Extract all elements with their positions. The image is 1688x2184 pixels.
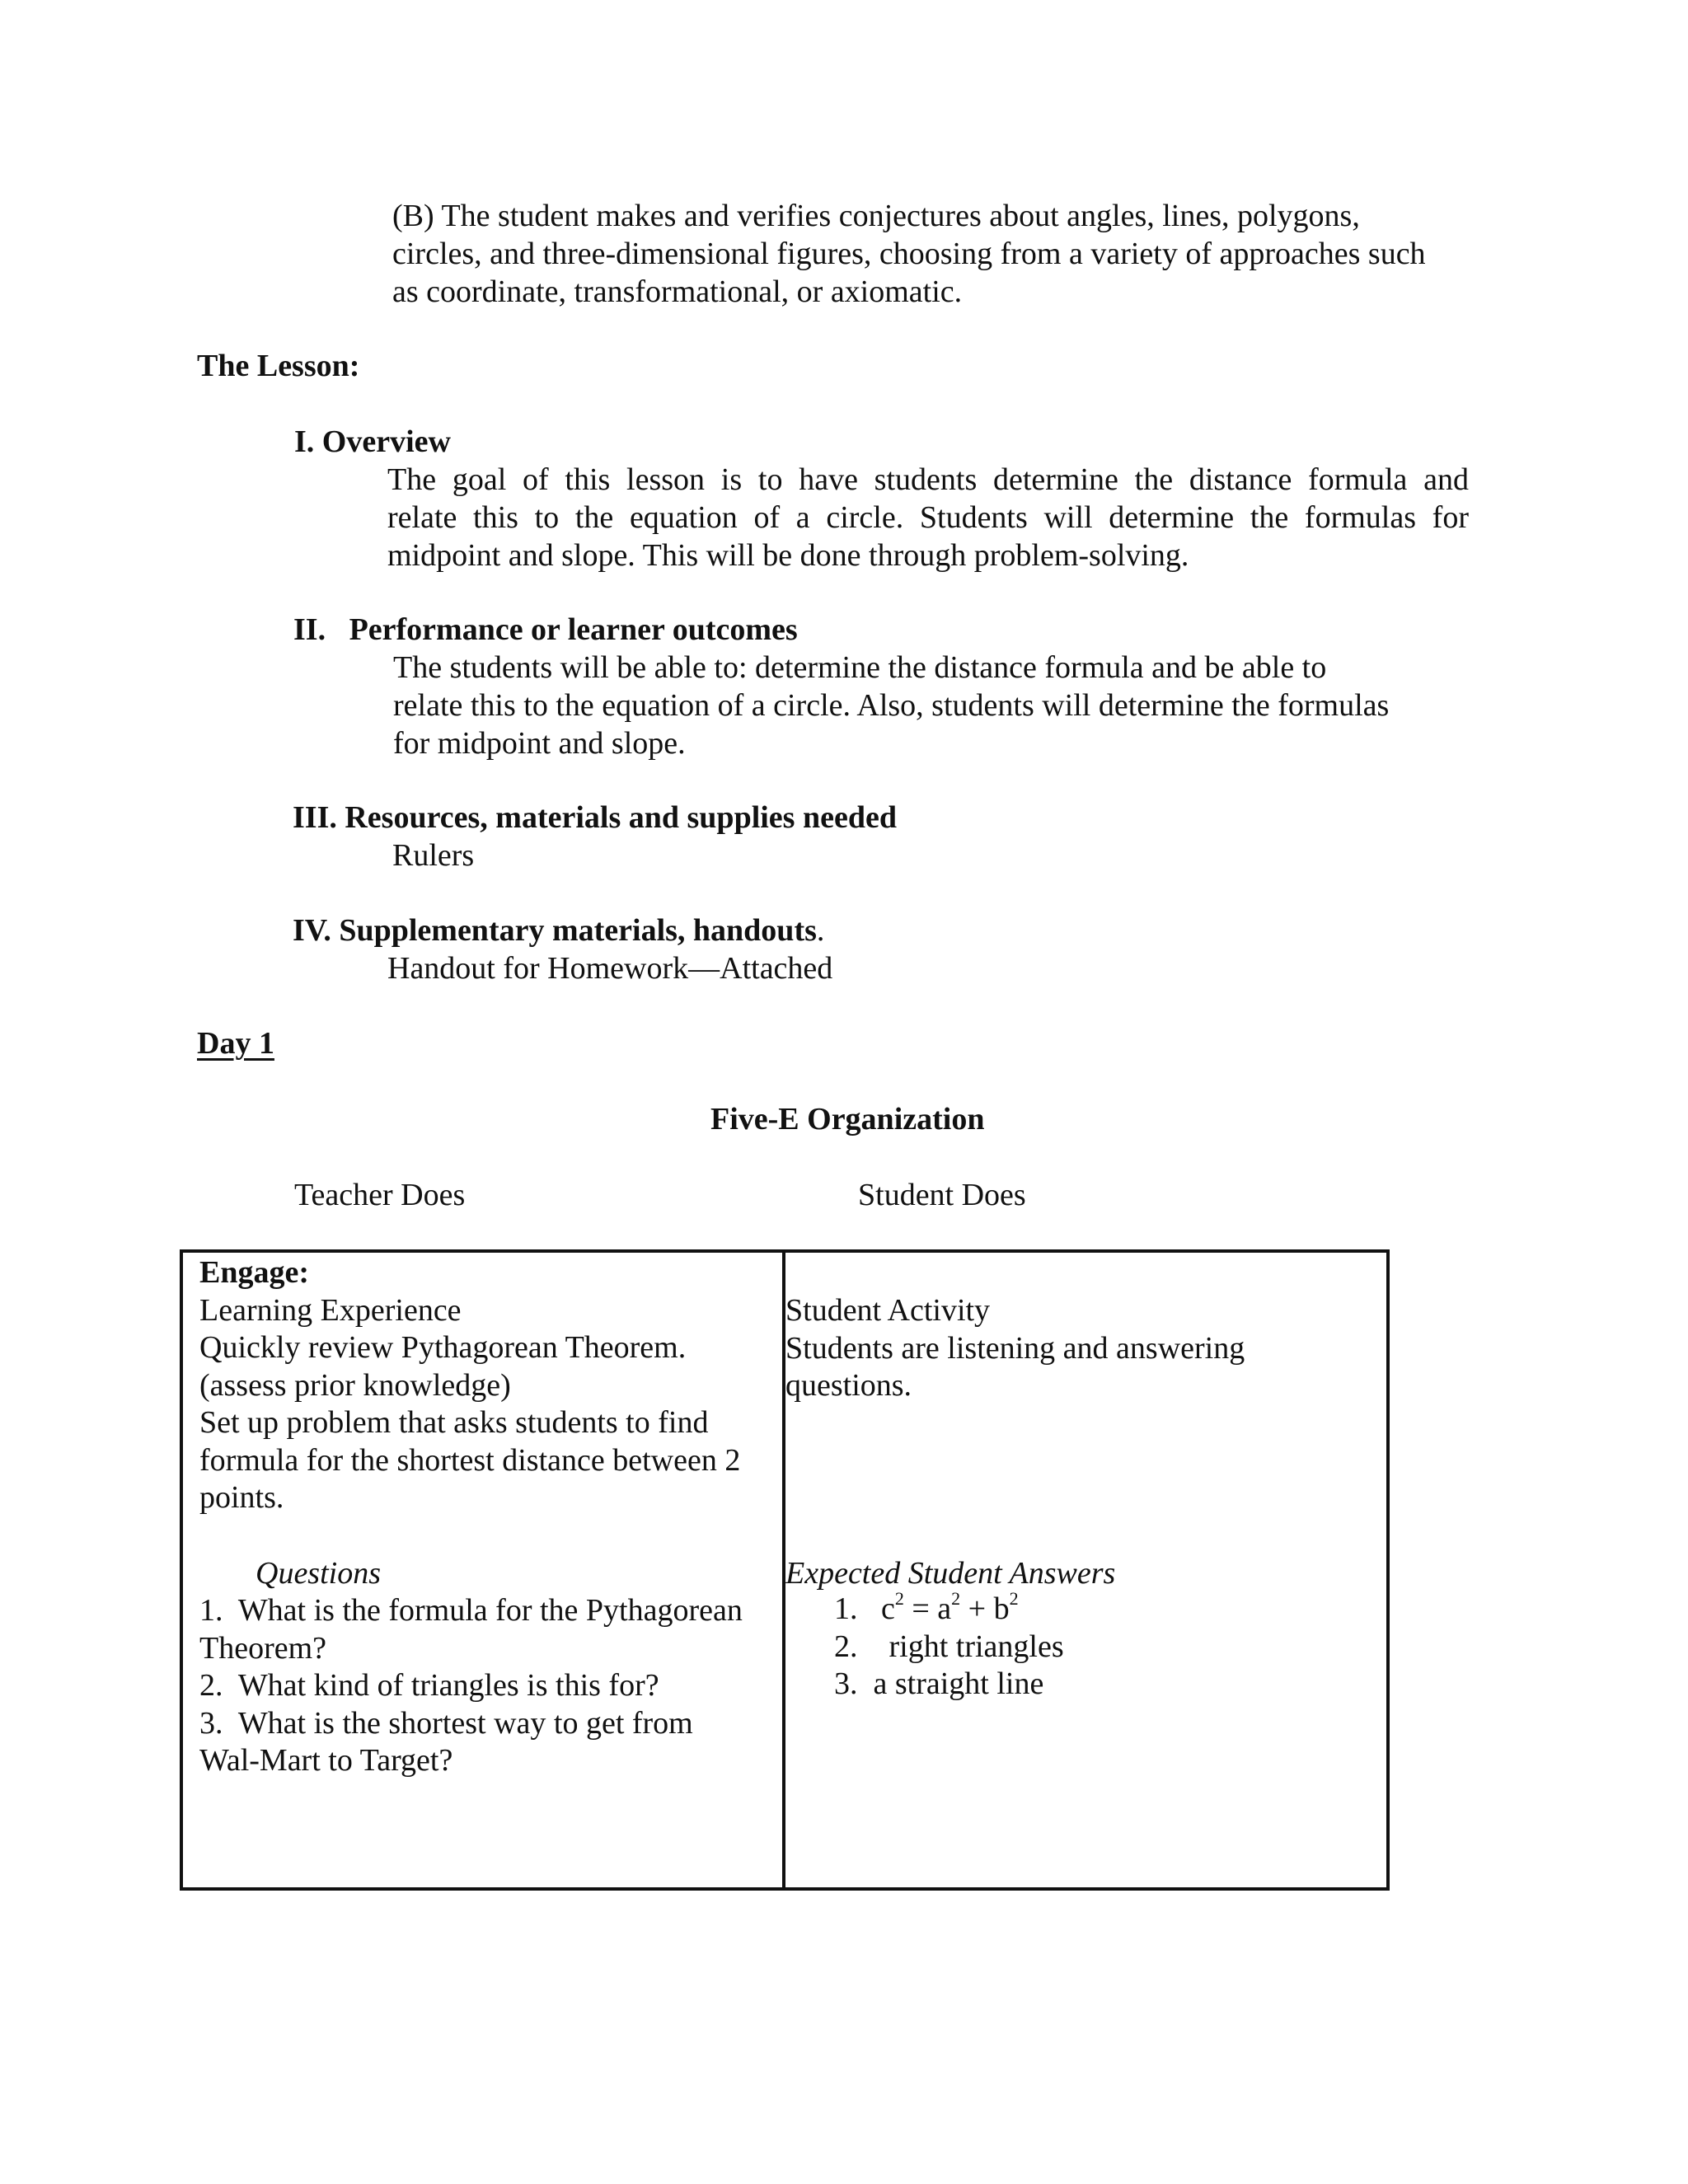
student-column-header: Student Does [858,1178,1026,1212]
teacher-line: Learning Experience [199,1292,462,1328]
standard-b-text [392,197,1426,311]
supplementary-heading: IV. Supplementary materials, handouts [293,913,817,948]
answer-number: 2. [834,1629,858,1664]
supplementary-body: Handout for Homework—Attached [387,951,833,986]
answer-text: right triangles [889,1629,1064,1664]
teacher-cell [199,1254,740,1517]
standard-b-line: as coordinate, transformational, or axiomatic. [392,274,963,309]
teacher-line: Quickly review Pythagorean Theorem. [199,1330,687,1365]
answer-item [834,1588,1064,1629]
question-line: 2. What kind of triangles is this for? [199,1668,659,1703]
teacher-line: Set up problem that asks students to find [199,1405,709,1440]
teacher-line: formula for the shortest distance between 2 [199,1442,741,1478]
teacher-line: points. [199,1480,284,1515]
overview-body [387,461,1469,574]
answer-item [834,1666,1064,1704]
student-line: Students are listening and answering [785,1330,1245,1366]
answer-number: 1. [834,1591,858,1626]
five-e-title: Five-E Organization [710,1102,985,1137]
overview-line: midpoint and slope. This will be done through problem-solving. [387,538,1189,573]
resources-heading: III. Resources, materials and supplies needed [293,800,897,835]
supplementary-heading-period: . [816,913,825,948]
questions-list [199,1592,743,1780]
outcomes-body [393,649,1389,762]
answers-list [834,1588,1064,1704]
engage-label: Engage: [199,1255,309,1290]
answer-item [834,1629,1064,1666]
standard-b-line: circles, and three-dimensional figures, choosing from a variety of approaches such [392,237,1426,271]
student-line: Student Activity [785,1293,991,1328]
question-line: Wal-Mart to Target? [199,1743,453,1778]
overview-heading: I. Overview [294,424,451,459]
student-cell [785,1292,1245,1405]
answer-number: 3. [834,1666,858,1701]
day-heading: Day 1 [197,1026,274,1061]
question-line: 3. What is the shortest way to get from [199,1705,693,1741]
lesson-heading: The Lesson: [197,349,360,383]
question-line: Theorem? [199,1630,327,1666]
teacher-line: (assess prior knowledge) [199,1367,511,1403]
outcomes-heading: II. Performance or learner outcomes [293,612,798,647]
overview-line: relate this to the equation of a circle. Students will determine the formulas for [387,500,1469,535]
outcomes-line: for midpoint and slope. [393,726,686,761]
questions-label: Questions [256,1556,381,1591]
overview-line: The goal of this lesson is to have students determine the distance formula and [387,462,1469,497]
supplementary-heading-row [293,912,824,949]
student-line: questions. [785,1368,912,1403]
teacher-column-header: Teacher Does [294,1178,466,1212]
answer-formula: $c^2 = a^2 + b^2$ [881,1588,1019,1626]
outcomes-line: The students will be able to: determine the distance formula and be able to [393,650,1327,685]
resources-body: Rulers [392,838,475,873]
question-line: 1. What is the formula for the Pythagorean [199,1593,743,1628]
standard-b-line: (B) The student makes and verifies conjectures about angles, lines, polygons, [392,199,1360,233]
answers-label: Expected Student Answers [785,1556,1116,1591]
answer-text: a straight line [873,1666,1044,1701]
five-e-table [180,1249,1390,1891]
outcomes-line: relate this to the equation of a circle. Also, students will determine the formulas [393,688,1390,723]
